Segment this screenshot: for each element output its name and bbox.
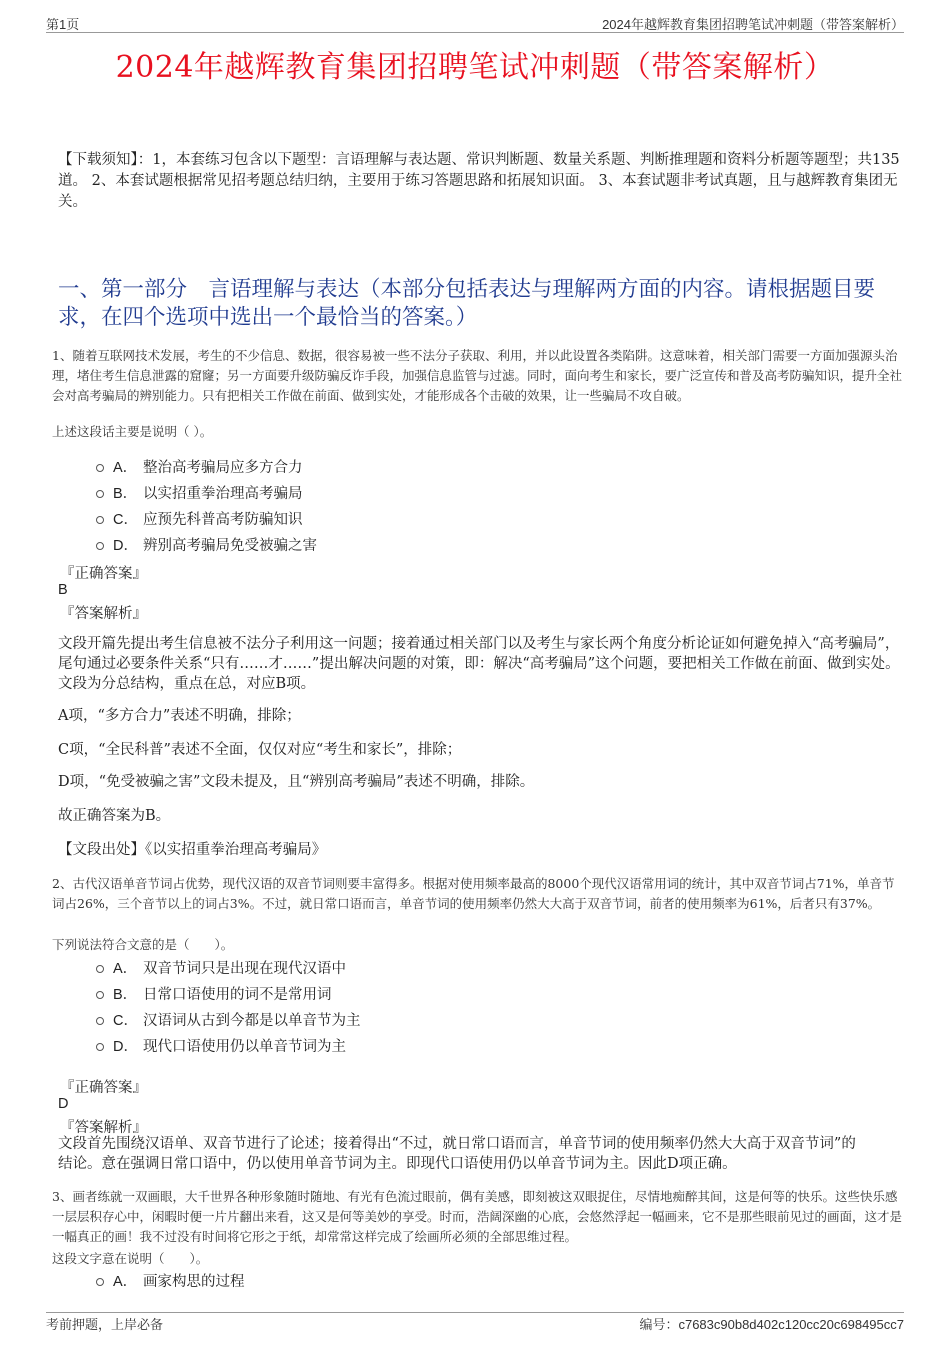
q1-source: 【文段出处】《以实招重拳治理高考骗局》 [58,842,327,858]
download-notice: 【下载须知】：1，本套练习包含以下题型：言语理解与表达题、常识判断题、数量关系题、判断推理题和资料分析题等题型；共135道。 2、本套试题根据常见招考题总结归纳，主要用于练习答题思路和拓展知识面。 3、本套试题非考试真题，且与越辉教育集团无关。 [58,152,900,210]
q1-option-c[interactable] [96,508,303,529]
option-text: 双音节词只是出现在现代汉语中 [143,961,346,977]
option-letter: D． [113,538,138,554]
q2-answer: D [58,1096,69,1112]
q2-analysis: 文段首先围绕汉语单、双音节进行了论述；接着得出“不过，就日常口语而言，单音节词的使用频率仍然大大高于双音节词”的结论。意在强调日常口语中，仍以使用单音节词为主。即现代口语使用仍以单音节词为主。因此D项正确。 [58,1136,856,1172]
footer-slogan: 考前押题，上岸必备 [46,1317,164,1332]
footer-code-value: c7683c90b8d402c120cc20c698495cc7 [678,1317,904,1332]
header-divider [46,32,904,33]
q1-analysis: 文段开篇先提出考生信息被不法分子利用这一问题；接着通过相关部门以及考生与家长两个角度分析论证如何避免掉入“高考骗局”，尾句通过必要条件关系“只有……才……”提出解决问题的对策，即：解决“高考骗局”这个问题，要把相关工作做在前面、做到实处。文段为分总结构，重点在总，对应B项。 [58,636,900,692]
radio-icon[interactable] [96,516,104,524]
q2-option-d[interactable] [96,1035,346,1056]
option-letter: D． [113,1039,138,1055]
option-letter: A． [113,460,138,476]
question-3-prompt: 这段文字意在说明（ ）。 [52,1251,209,1266]
option-letter: B． [113,987,138,1003]
radio-icon[interactable] [96,1017,104,1025]
question-1-text: 1、随着互联网技术发展，考生的不少信息、数据，很容易被一些不法分子获取、利用，并以此设置各类陷阱。这意味着，相关部门需要一方面加强源头治理，堵住考生信息泄露的窟窿；另一方面要升级防骗反诈手段，加强信息监管与过滤。同时，面向考生和家长，要广泛宣传和普及高考防骗知识，提升全社会对高考骗局的辨别能力。只有把相关工作做在前面、做到实处，才能形成各个击破的效果，让一些骗局不攻自破。 [52,348,903,403]
q1-analysis-line: C项，“全民科普”表述不全面，仅仅对应“考生和家长”，排除； [58,742,462,758]
option-text: 汉语词从古到今都是以单音节为主 [143,1013,361,1029]
footer-divider [46,1312,904,1313]
question-2-prompt: 下列说法符合文意的是（ ）。 [52,937,234,952]
q1-option-d[interactable] [96,534,317,555]
radio-icon[interactable] [96,1043,104,1051]
radio-icon[interactable] [96,464,104,472]
question-1-prompt: 上述这段话主要是说明（ ）。 [52,424,213,439]
q1-analysis-label: 『答案解析』 [60,606,147,622]
question-2-text: 2、古代汉语单音节词占优势，现代汉语的双音节词则要丰富得多。根据对使用频率最高的8000个现代汉语常用词的统计，其中双音节词占71%，单音节词占26%，三个音节以上的词占3%。不过，就日常口语而言，单音节词的使用频率仍然大大高于双音节词，前者的使用频率为61%，后者只有37%。 [52,876,895,911]
option-letter: C． [113,512,138,528]
header-doc-title: 2024年越辉教育集团招聘笔试冲刺题（带答案解析） [602,17,904,32]
radio-icon[interactable] [96,1278,104,1286]
option-letter: C． [113,1013,138,1029]
q1-conclusion: 故正确答案为B。 [58,808,171,824]
radio-icon[interactable] [96,991,104,999]
option-text: 整治高考骗局应多方合力 [143,460,303,476]
radio-icon[interactable] [96,965,104,973]
q3-option-a[interactable] [96,1270,245,1291]
q1-option-b[interactable] [96,482,303,503]
footer-code [639,1314,904,1333]
q1-analysis-line: D项，“免受被骗之害”文段未提及，且“辨别高考骗局”表述不明确，排除。 [58,774,535,790]
option-text: 应预先科普高考防骗知识 [143,512,303,528]
q1-answer-label: 『正确答案』 [60,566,147,582]
section-title: 一、第一部分 言语理解与表达（本部分包括表达与理解两方面的内容。请根据题目要求，在四个选项中选出一个最恰当的答案。） [58,277,876,330]
q2-option-c[interactable] [96,1009,361,1030]
option-text: 以实招重拳治理高考骗局 [143,486,303,502]
option-text: 画家构思的过程 [143,1274,245,1290]
radio-icon[interactable] [96,542,104,550]
q2-option-a[interactable] [96,957,346,978]
option-letter: A． [113,1274,138,1290]
footer-code-label: 编号： [639,1317,679,1332]
page-title: 2024年越辉教育集团招聘笔试冲刺题（带答案解析） [115,50,835,85]
q1-answer: B [58,582,68,598]
option-text: 现代口语使用仍以单音节词为主 [143,1039,346,1055]
option-letter: B． [113,486,138,502]
q1-analysis-line: A项，“多方合力”表述不明确，排除； [58,708,301,724]
q2-analysis-label: 『答案解析』 [60,1120,147,1136]
page-number: 第1页 [46,17,80,32]
q2-option-b[interactable] [96,983,332,1004]
option-text: 辨别高考骗局免受被骗之害 [143,538,317,554]
option-letter: A． [113,961,138,977]
radio-icon[interactable] [96,490,104,498]
q1-option-a[interactable] [96,456,303,477]
q2-answer-label: 『正确答案』 [60,1080,147,1096]
question-3-text: 3、画者练就一双画眼，大千世界各种形象随时随地、有光有色流过眼前，偶有美感，即刻被这双眼捉住，尽情地痴醉其间，这是何等的快乐。这些快乐感一层层积存心中，闲暇时便一片片翻出来看，这又是何等美妙的享受。时而，浩阔深幽的心底，会悠然浮起一幅画来，它不是那些眼前见过的画面，这才是一幅真正的画！我不过没有时间将它形之于纸，却常常这样完成了绘画所必须的全部思维过程。 [52,1189,903,1244]
option-text: 日常口语使用的词不是常用词 [143,987,332,1003]
